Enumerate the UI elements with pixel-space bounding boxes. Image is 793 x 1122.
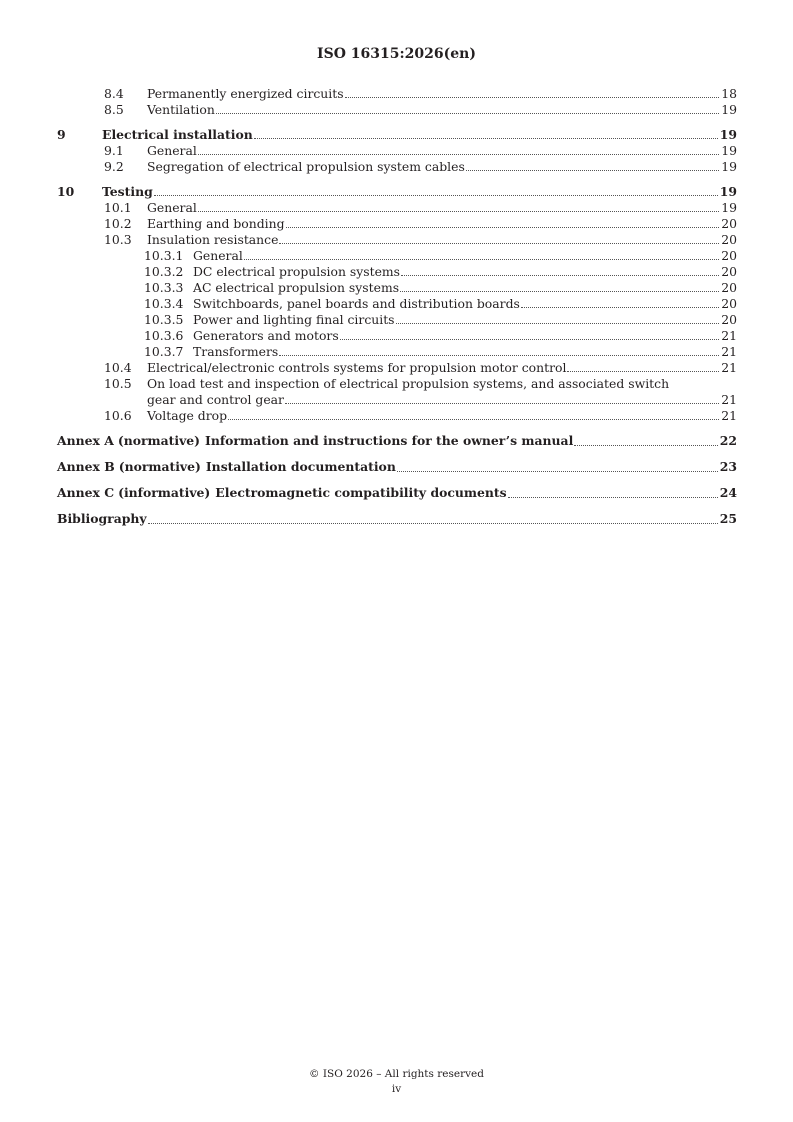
leader-dots [286,226,720,228]
toc-entry-page: 19 [721,102,737,117]
leader-dots [508,496,718,498]
leader-dots [285,402,719,404]
toc-entry-page: 20 [721,232,737,247]
toc-entry[interactable] [57,376,737,408]
leader-dots [279,242,719,244]
toc-entry-number: 10.3 [104,232,132,247]
toc-entry-number: 9.2 [104,159,124,174]
toc-entry-title: Ventilation [147,102,215,117]
toc-entry-page: 19 [721,200,737,215]
toc-entry-number: 10.3.2 [144,264,184,279]
toc-entry[interactable] [57,510,737,528]
toc-entry-title: Transformers [193,344,279,359]
toc-entry[interactable] [57,328,737,344]
toc-entry-number: 10.4 [104,360,132,375]
leader-dots [244,258,719,260]
leader-dots [401,274,719,276]
toc-entry-page: 20 [721,296,737,311]
toc-entry-title: Testing [102,184,153,199]
toc-entry-title: Earthing and bonding [147,216,285,231]
toc-entry[interactable] [57,200,737,216]
toc-entry-number: 10.2 [104,216,132,231]
leader-dots [340,338,720,340]
toc-entry-title: Generators and motors [193,328,339,343]
toc-entry-title: gear and control gear [147,392,284,407]
toc-entry-page: 20 [721,264,737,279]
leader-dots [574,444,717,446]
leader-dots [198,153,719,155]
toc-entry-number: 10.3.3 [144,280,184,295]
toc-entry-title: General [147,200,197,215]
toc-entry[interactable] [57,280,737,296]
leader-dots [228,418,719,420]
toc-entry-title-line1: On load test and inspection of electrical propulsion systems, and associated switch [147,376,670,391]
toc-entry-title: Electrical/electronic controls systems for propulsion motor control [147,360,567,375]
toc-entry[interactable] [57,143,737,159]
toc-entry-page: 25 [719,511,737,526]
toc-entry-page: 21 [721,408,737,423]
toc-entry[interactable] [57,484,737,502]
leader-dots [397,470,718,472]
leader-dots [198,210,719,212]
toc-entry-page: 21 [721,360,737,375]
toc-entry-number: 10.5 [104,376,132,391]
leader-dots [567,370,719,372]
toc-entry-note: (normative) [117,433,201,448]
toc-entry-title: Electrical installation [102,127,253,142]
leader-dots [279,354,719,356]
toc-entry-page: 20 [721,216,737,231]
toc-entry-number: 8.4 [104,86,124,101]
toc-entry[interactable] [57,102,737,118]
toc-entry-number: 8.5 [104,102,124,117]
toc-entry-title: General [193,248,243,263]
toc-entry[interactable] [57,432,737,450]
toc-entry-number: Bibliography [57,511,147,526]
toc-entry[interactable] [57,264,737,280]
toc-entry-number: Annex A [57,433,114,448]
toc-entry[interactable] [57,86,737,102]
toc-entry[interactable] [57,184,737,200]
toc-entry-page: 20 [721,248,737,263]
toc-entry-title: Switchboards, panel boards and distribution boards [193,296,520,311]
toc-entry-number: Annex C [57,485,115,500]
toc-entry-number: 10.3.6 [144,328,184,343]
toc-entry[interactable] [57,312,737,328]
copyright-notice: © ISO 2026 – All rights reserved [309,1068,484,1080]
leader-dots [400,290,719,292]
leader-dots [345,96,720,98]
toc-entry-title: DC electrical propulsion systems [193,264,401,279]
toc-entry[interactable] [57,344,737,360]
page-header: ISO 16315:2026(en) [317,46,476,62]
toc-entry-title: Insulation resistance [147,232,279,247]
toc-entry[interactable] [57,360,737,376]
toc-entry-page: 19 [721,159,737,174]
toc-entry[interactable] [57,248,737,264]
toc-entry-title: Power and lighting final circuits [193,312,395,327]
toc-entry-title: Electromagnetic compatibility documents [215,485,507,500]
table-of-contents [57,86,737,528]
toc-entry[interactable] [57,458,737,476]
toc-entry-number: 10.3.1 [144,248,184,263]
toc-entry-page: 19 [719,127,737,142]
page-footer [0,1067,793,1097]
leader-dots [521,306,719,308]
toc-entry-title: Voltage drop [147,408,228,423]
toc-entry-page: 21 [721,344,737,359]
toc-entry-page: 22 [719,433,737,448]
toc-entry-number: 9.1 [104,143,124,158]
toc-entry-number: 10.1 [104,200,132,215]
toc-entry-page: 21 [721,328,737,343]
toc-entry-title: AC electrical propulsion systems [193,280,400,295]
leader-dots [396,322,720,324]
toc-entry-page: 19 [721,143,737,158]
toc-entry-page: 20 [721,312,737,327]
toc-entry-number: 10.3.7 [144,344,184,359]
toc-entry-title: Information and instructions for the owner’s manual [205,433,574,448]
toc-entry[interactable] [57,408,737,424]
leader-dots [154,194,718,196]
toc-entry-page: 18 [721,86,737,101]
toc-entry[interactable] [57,127,737,143]
page-number: iv [391,1083,402,1095]
toc-entry-page: 21 [721,392,737,407]
toc-entry-title: Permanently energized circuits [147,86,344,101]
toc-entry-number: 10 [57,184,75,199]
toc-entry-number: Annex B [57,459,115,474]
toc-entry[interactable] [57,159,737,175]
toc-entry-number: 10.6 [104,408,132,423]
toc-entry-title: Installation documentation [205,459,396,474]
leader-dots [466,169,719,171]
toc-entry-note: (informative) [118,485,211,500]
toc-entry-page: 24 [719,485,737,500]
leader-dots [148,522,718,524]
toc-entry[interactable] [57,296,737,312]
toc-entry[interactable] [57,216,737,232]
leader-dots [254,137,718,139]
toc-entry-page: 19 [719,184,737,199]
toc-entry-page: 20 [721,280,737,295]
toc-entry-number: 9 [57,127,66,142]
toc-entry-title: General [147,143,197,158]
toc-entry-number: 10.3.5 [144,312,184,327]
toc-entry-page: 23 [719,459,737,474]
toc-entry-number: 10.3.4 [144,296,184,311]
toc-entry[interactable] [57,232,737,248]
leader-dots [216,112,719,114]
toc-entry-note: (normative) [118,459,201,474]
toc-entry-title: Segregation of electrical propulsion system cables [147,159,465,174]
